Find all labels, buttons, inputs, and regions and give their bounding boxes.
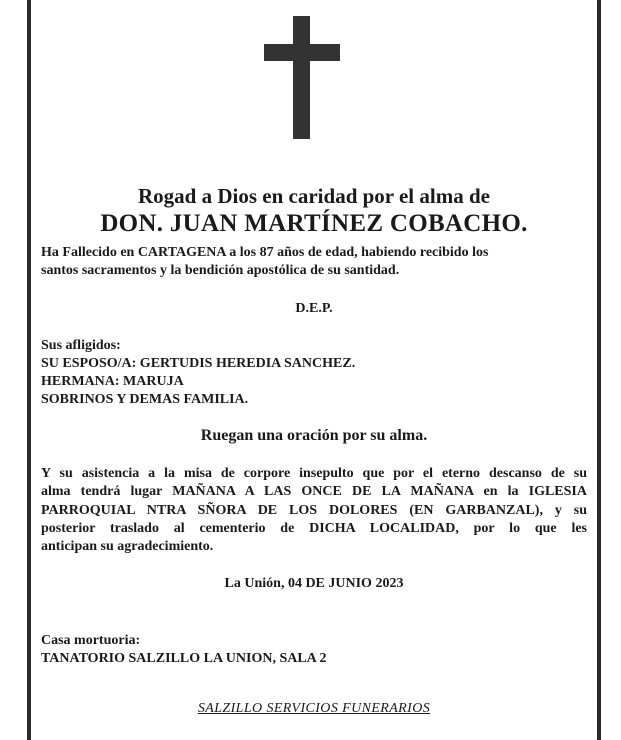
mass-paragraph xyxy=(41,465,587,556)
mourner-spouse: SU ESPOSO/A: GERTUDIS HEREDIA SANCHEZ. xyxy=(41,356,356,371)
funeral-home-value: TANATORIO SALZILLO LA UNION, SALA 2 xyxy=(41,651,327,666)
right-border xyxy=(597,0,601,740)
funeral-services-signature: SALZILLO SERVICIOS FUNERARIOS xyxy=(197,701,431,716)
intro-line-1: Ha Fallecido en CARTAGENA a los 87 años de edad, habiendo recibido los xyxy=(41,245,489,260)
left-border xyxy=(27,0,31,740)
deceased-name: DON. JUAN MARTÍNEZ COBACHO. xyxy=(100,210,528,237)
dep-text: D.E.P. xyxy=(295,301,333,316)
mass-line-1: Y su asistencia a la misa de corpore insepulto que por el eterno descanso de su xyxy=(41,466,587,481)
mass-line-4: posterior traslado al cementerio de DICHA LOCALIDAD, por lo que les xyxy=(41,520,587,536)
mass-line-2: alma tendrá lugar MAÑANA A LAS ONCE DE LA MAÑANA en la IGLESIA xyxy=(41,484,587,500)
prayer-request: Ruegan una oración por su alma. xyxy=(200,427,428,444)
mass-line-3: PARROQUIAL NTRA SÑORA DE LOS DOLORES (EN GARBANZAL), y su xyxy=(41,502,587,518)
pray-heading: Rogad a Dios en caridad por el alma de xyxy=(138,184,490,208)
funeral-home-label: Casa mortuoria: xyxy=(41,633,141,648)
intro-line-2: santos sacramentos y la bendición apostólica de su santidad. xyxy=(41,263,400,278)
date-line: La Unión, 04 DE JUNIO 2023 xyxy=(224,576,404,591)
mass-line-5: anticipan su agradecimiento. xyxy=(41,539,214,555)
mourner-sister: HERMANA: MARUJA xyxy=(41,374,184,389)
mourner-family: SOBRINOS Y DEMAS FAMILIA. xyxy=(41,392,249,407)
mourners-title: Sus afligidos: xyxy=(41,338,121,353)
